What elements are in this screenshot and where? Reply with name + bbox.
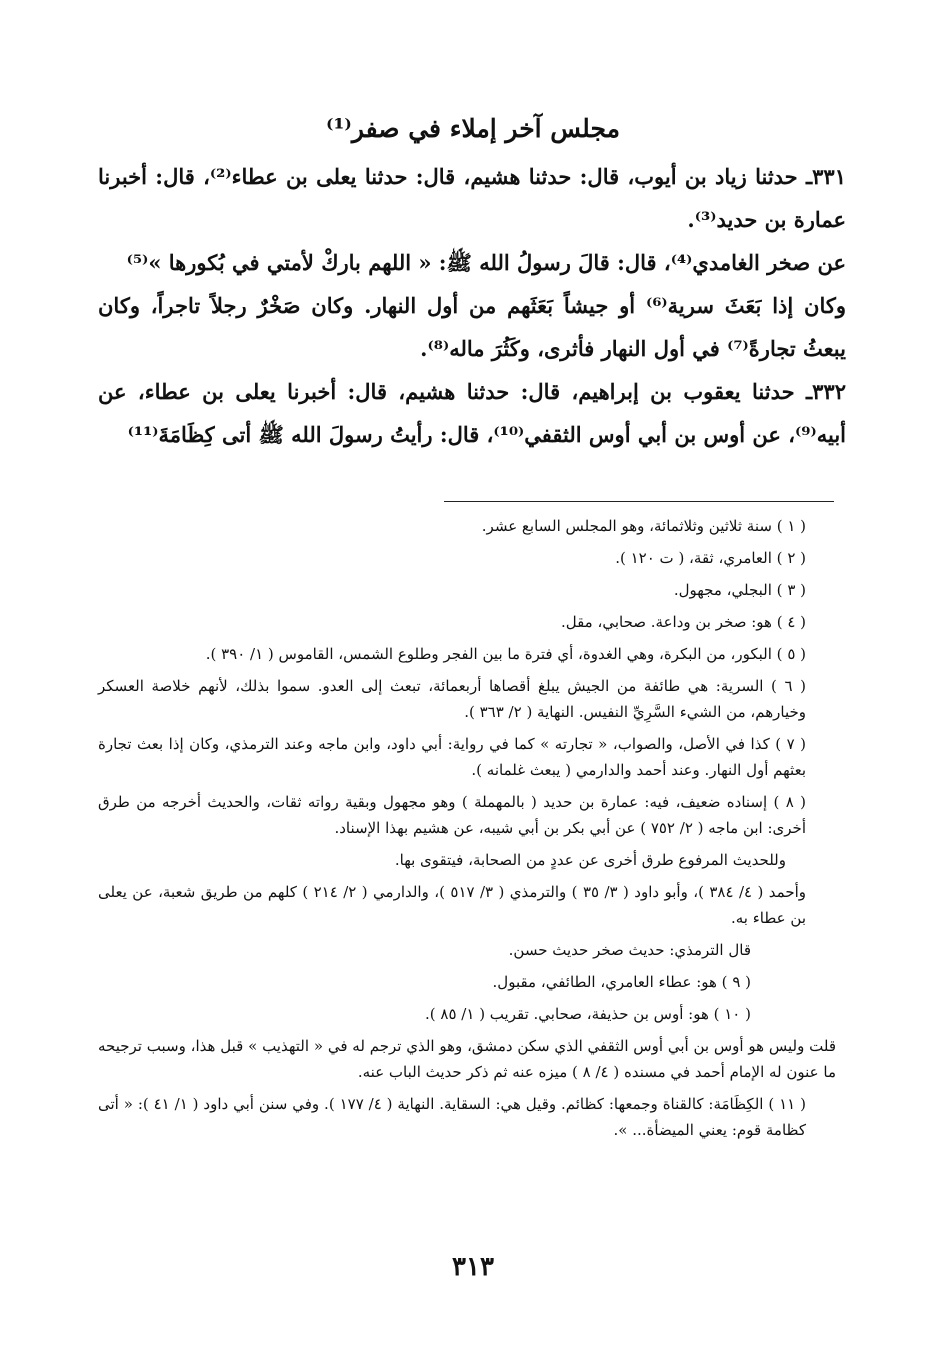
page-number: ٣١٣ [452, 1252, 494, 1282]
footnote-10-comment: قلت وليس هو أوس بن أبي أوس الثقفي الذي سكن دمشق، وهو الذي ترجم له في « التهذيب » قبل هذا، وسبب ترجيحه ما عنون له الإمام أحمد في مسنده ( ٤/ ٨ ) ميزه عنه ثم ذكر حديث الباب عنه. [98, 1037, 836, 1081]
hadith-332: ٣٣٢ـ حدثنا يعقوب بن إبراهيم، قال: حدثنا هشيم، قال: أخبرنا يعلى بن عطاء، عن أبيه⁽⁹⁾، عن أوس بن أبي أوس الثقفي⁽¹⁰⁾، قال: رأيتُ رسولَ الله ﷺ أتى كِظَامَةَ⁽¹¹⁾ [98, 379, 846, 447]
footnote-8: ( ٨ ) إسناده ضعيف، فيه: عمارة بن حديد ( بالمهملة ) وهو مجهول وبقية رواته ثقات، والحديث أخرجه من طرق أخرى: ابن ماجه ( ٢/ ٧٥٢ ) عن أبي بكر بن أبي شيبه، عن هشيم بهذا الإسناد. [98, 793, 807, 837]
footnote-8-tirmidhi-grading: قال الترمذي: حديث صخر حديث حسن. [508, 941, 751, 959]
hadith-331-continuation: وكان إذا بَعَثَ سرية⁽⁶⁾ أو جيشاً بَعَثَهم من أول النهار. وكان صَخْرٌ رجلاً تاجراً، وكان يبعثُ تجارةً⁽⁷⁾ في أول النهار فأثرى، وكَثُرَ ماله⁽⁸⁾. [98, 293, 846, 361]
footnote-2: ( ٢ ) العامري، ثقة، ( ت ١٢٠ ). [615, 549, 806, 567]
footnote-6: ( ٦ ) السرية: هي طائفة من الجيش يبلغ أقصاها أربعمائة، تبعث إلى العدو. سموا بذلك، لأنهم خلاصة العسكر وخيارهم، من الشيء السَّرِيِّ النفيس. النهاية ( ٢/ ٣٦٣ ). [98, 677, 807, 721]
footnote-8-other-sources: وأحمد ( ٤/ ٣٨٤ )، وأبو داود ( ٣/ ٣٥ ) والترمذي ( ٣/ ٥١٧ )، والدارمي ( ٢/ ٢١٤ ) كلهم من طريق شعبة، عن يعلى بن عطاء به. [98, 883, 807, 927]
footnote-1: ( ١ ) سنة ثلاثين وثلاثمائة، وهو المجلس السابع عشر. [481, 517, 806, 535]
hadith-331-matn: عن صخر الغامدي⁽⁴⁾، قال: قالَ رسولُ الله ﷺ: « اللهم باركْ لأمتي في بُكورها »⁽⁵⁾ [126, 250, 846, 275]
main-text [98, 155, 846, 456]
footnote-9: ( ٩ ) هو: عطاء العامري، الطائفي، مقبول. [492, 973, 751, 991]
footnote-10: ( ١٠ ) هو: أوس بن حذيفة، صحابي. تقريب ( ١/ ٨٥ ). [425, 1005, 751, 1023]
footnote-7: ( ٧ ) كذا في الأصل، والصواب، « تجارته » كما في رواية: أبي داود، وابن ماجه وعند الترمذي، وكان إذا بعث تجارة بعثهم أول النهار. وعند أحمد والدارمي ( يبعث غلمانه ). [98, 735, 807, 779]
page-heading: مجلس آخر إملاء في صفر⁽¹⁾ [325, 114, 620, 143]
footnote-5: ( ٥ ) البكور، من البكرة، وهي الغدوة، أي فترة ما بين الفجر وطلوع الشمس، القاموس ( ١/ ٣٩٠ ). [205, 645, 806, 663]
hadith-331-isnad: ٣٣١ـ حدثنا زياد بن أيوب، قال: حدثنا هشيم، قال: حدثنا يعلى بن عطاء⁽²⁾، قال: أخبرنا عمارة بن حديد⁽³⁾. [98, 164, 846, 232]
footnote-divider [444, 501, 834, 502]
footnote-3: ( ٣ ) البجلي، مجهول. [673, 581, 806, 599]
footnote-8-supporting-routes: وللحديث المرفوع طرق أخرى عن عددٍ من الصحابة، فيتقوى بها. [394, 851, 786, 869]
footnote-11: ( ١١ ) الكِظَامَة: كالقناة وجمعها: كظائم. وقيل هي: السقاية. النهاية ( ٤/ ١٧٧ ). وفي سنن أبي داود ( ١/ ٤١ ): « أتى كظامة قوم: يعني الميضأة... ». [98, 1095, 806, 1139]
footnote-4: ( ٤ ) هو: صخر بن وداعة. صحابي، مقل. [560, 613, 806, 631]
footnotes [98, 513, 836, 1149]
